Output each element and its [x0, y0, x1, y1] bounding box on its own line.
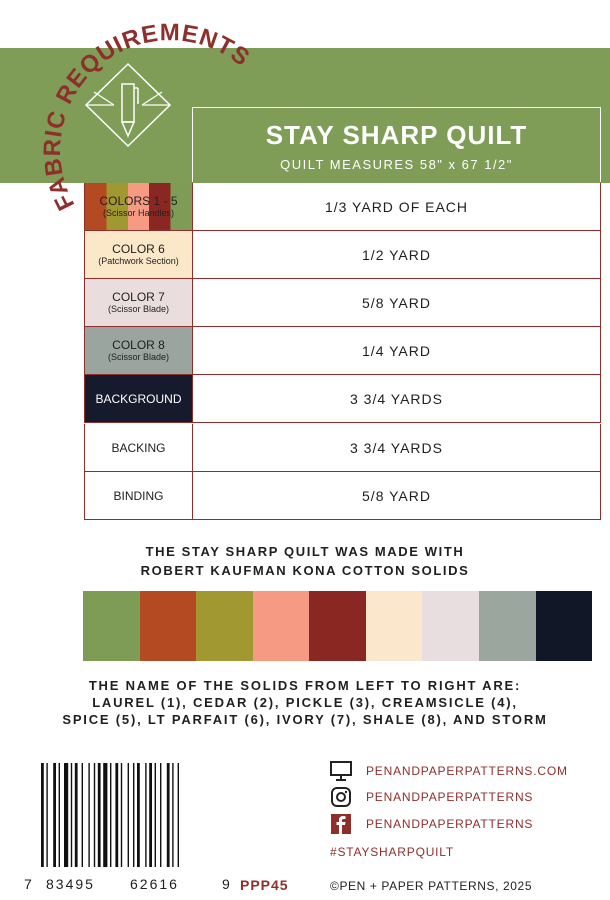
color-label-cell	[85, 327, 193, 374]
requirement-row	[84, 424, 601, 472]
color-label-cell	[85, 472, 193, 519]
barcode-bar	[178, 763, 179, 867]
color-label-cell	[85, 424, 193, 471]
color-label-sub: (Patchwork Section)	[98, 256, 179, 266]
color-label: COLOR 7	[112, 290, 165, 304]
barcode-bar	[53, 763, 56, 867]
svg-text:FABRIC REQUIREMENTS: FABRIC REQUIREMENTS	[39, 19, 256, 215]
swatch	[253, 591, 310, 661]
color-label-sub: (Scissor Blade)	[107, 352, 170, 362]
yardage-value: 5/8 YARD	[362, 487, 431, 504]
made-with-text	[0, 542, 610, 580]
barcode-digits-3: 62616	[130, 876, 179, 892]
copyright: ©PEN + PAPER PATTERNS, 2025	[330, 879, 533, 893]
barcode-bar	[75, 763, 78, 867]
swatch	[536, 591, 593, 661]
barcode-bar	[167, 763, 170, 867]
swatch	[140, 591, 197, 661]
website-link[interactable]: PENANDPAPERPATTERNS.COM	[366, 764, 568, 778]
facebook-row[interactable]	[330, 813, 533, 835]
monitor-icon	[330, 760, 352, 782]
quilt-title: STAY SHARP QUILT	[265, 120, 528, 150]
yardage-value: 1/3 YARD OF EACH	[324, 198, 469, 215]
yardage-value: 1/4 YARD	[362, 342, 431, 359]
color-label-cell	[85, 231, 193, 278]
website-row[interactable]	[330, 760, 568, 782]
quilt-measurements: QUILT MEASURES 58" x 67 1/2"	[280, 157, 513, 172]
names-line3: SPICE (5), LT PARFAIT (6), IVORY (7), SHALE (8), AND STORM	[62, 712, 548, 727]
hashtag[interactable]: #STAYSHARPQUILT	[330, 845, 455, 859]
color-label-cell	[85, 183, 193, 230]
barcode-bar	[71, 763, 72, 867]
swatch	[479, 591, 536, 661]
facebook-icon	[330, 813, 352, 835]
barcode-bar	[41, 763, 44, 867]
yardage-value: 1/2 YARD	[362, 246, 431, 263]
color-label: BINDING	[113, 488, 164, 503]
names-line2: LAUREL (1), CEDAR (2), PICKLE (3), CREAMSICLE (4),	[92, 695, 518, 710]
swatch	[422, 591, 479, 661]
barcode-digit-4: 9	[222, 876, 232, 892]
instagram-icon	[330, 786, 352, 808]
instagram-handle[interactable]: PENANDPAPERPATTERNS	[366, 790, 534, 804]
color-swatches	[83, 591, 592, 661]
swatch	[309, 591, 366, 661]
made-with-line2: ROBERT KAUFMAN KONA COTTON SOLIDS	[140, 563, 470, 578]
color-label: BACKGROUND	[95, 391, 182, 406]
made-with-line1: THE STAY SHARP QUILT WAS MADE WITH	[145, 544, 465, 559]
barcode-bar	[59, 763, 60, 867]
requirement-row	[84, 472, 601, 520]
color-label-cell	[85, 375, 193, 422]
requirement-row	[84, 183, 601, 231]
color-label-sub: (Scissor Blade)	[107, 304, 170, 314]
barcode-bar	[64, 763, 68, 867]
requirement-row	[84, 279, 601, 327]
instagram-row[interactable]	[330, 786, 533, 808]
color-label: COLORS 1 - 5	[99, 194, 178, 208]
names-line1: THE NAME OF THE SOLIDS FROM LEFT TO RIGHT ARE:	[88, 678, 522, 693]
requirement-row	[84, 327, 601, 375]
barcode-bar	[149, 763, 152, 867]
swatch	[366, 591, 423, 661]
barcode-bar	[172, 763, 173, 867]
yardage-value: 3 3/4 YARDS	[350, 439, 443, 456]
yardage-value: 3 3/4 YARDS	[350, 390, 443, 407]
barcode-bar	[133, 763, 134, 867]
color-label: COLOR 6	[112, 242, 165, 256]
barcode-bar	[103, 763, 107, 867]
swatch	[83, 591, 140, 661]
barcode-bar	[145, 763, 146, 867]
barcode-bar	[137, 763, 140, 867]
color-label-sub: (Scissor Handles)	[102, 208, 175, 218]
swatch	[196, 591, 253, 661]
requirement-row	[84, 375, 601, 423]
color-label: BACKING	[111, 440, 166, 455]
barcode-bar	[46, 763, 47, 867]
barcode-bar	[98, 763, 101, 867]
pen-logo-icon	[84, 62, 172, 148]
barcode-bar	[82, 763, 83, 867]
color-label-cell	[85, 279, 193, 326]
barcode-bar	[88, 763, 89, 867]
facebook-handle[interactable]: PENANDPAPERPATTERNS	[366, 817, 534, 831]
barcode	[39, 763, 215, 867]
barcode-bar	[160, 763, 161, 867]
barcode-digits-2: 83495	[46, 876, 95, 892]
barcode-digit-1: 7	[24, 876, 34, 892]
barcode-bar	[155, 763, 156, 867]
pattern-code: PPP45	[240, 877, 289, 893]
barcode-bar	[128, 763, 129, 867]
barcode-bar	[110, 763, 111, 867]
barcode-bar	[94, 763, 95, 867]
barcode-bar	[115, 763, 118, 867]
requirement-row	[84, 231, 601, 279]
barcode-bar	[121, 763, 122, 867]
yardage-value: 5/8 YARD	[362, 294, 431, 311]
solid-names-text	[0, 677, 610, 728]
quilt-title-box	[192, 107, 601, 182]
color-label: COLOR 8	[112, 338, 165, 352]
